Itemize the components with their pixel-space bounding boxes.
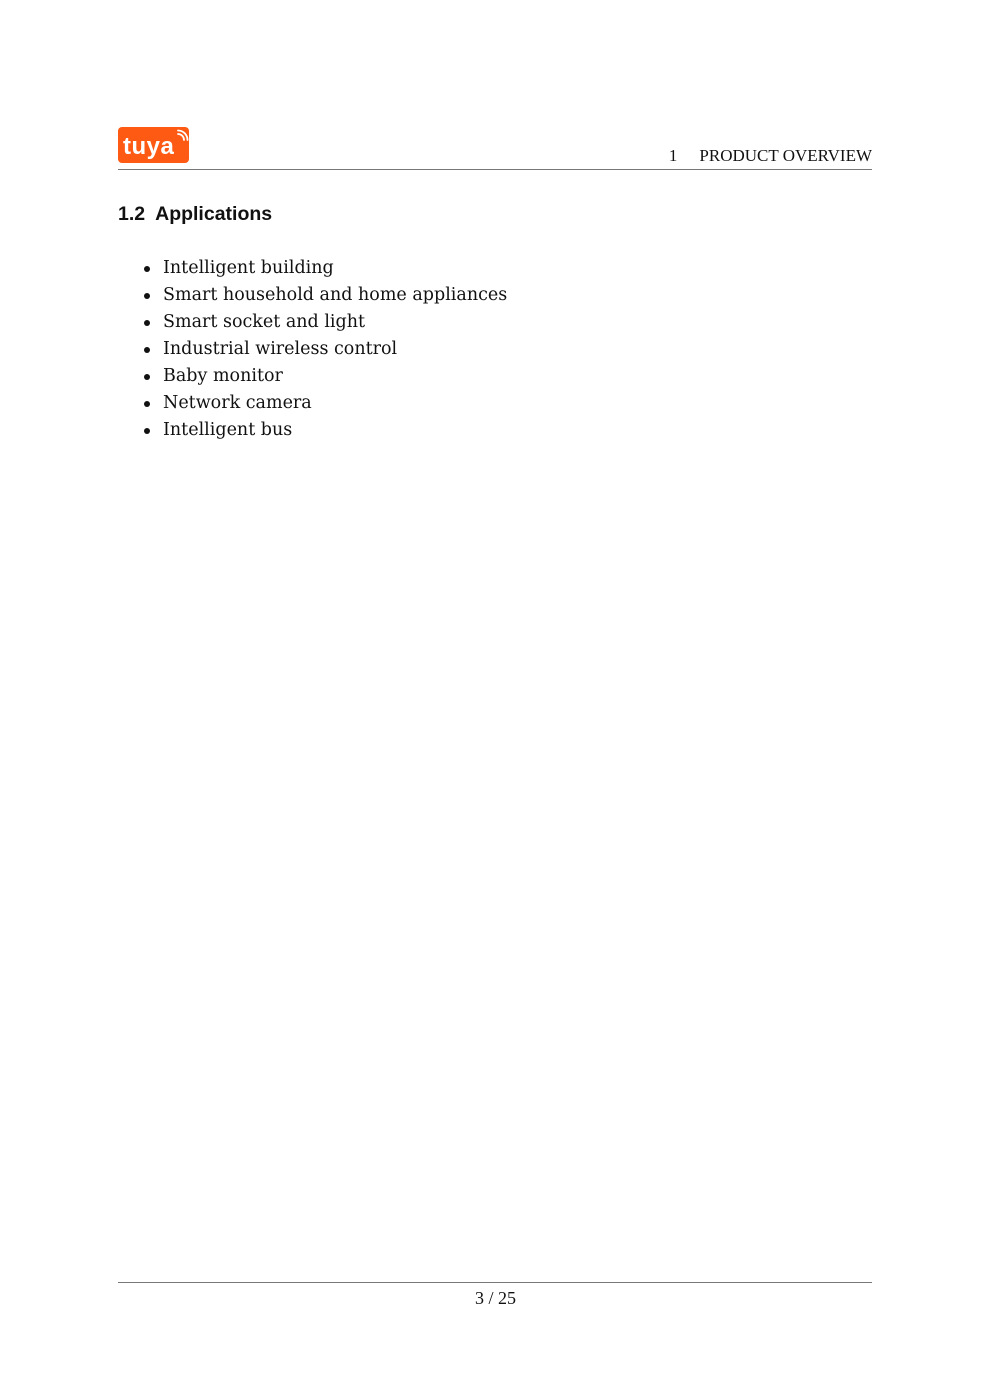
list-item-text: Smart household and home appliances [163, 285, 508, 305]
footer-divider [118, 1282, 872, 1283]
list-item [143, 417, 507, 444]
running-header [669, 146, 872, 166]
header-divider [118, 169, 872, 170]
bullet-icon [144, 428, 150, 434]
bullet-icon [144, 320, 150, 326]
list-item-text: Intelligent building [163, 258, 334, 278]
section-title: Applications [155, 203, 273, 225]
list-item [143, 282, 507, 309]
chapter-number: 1 [668, 146, 678, 165]
bullet-icon [144, 401, 150, 407]
list-item [143, 363, 507, 390]
applications-list [143, 255, 507, 444]
list-item-text: Baby monitor [163, 366, 283, 386]
list-item-text: Network camera [163, 393, 312, 413]
chapter-title: PRODUCT OVERVIEW [699, 146, 872, 165]
list-item [143, 309, 507, 336]
bullet-icon [144, 374, 150, 380]
list-item-text: Industrial wireless control [163, 339, 398, 359]
tuya-logo [118, 127, 189, 163]
list-item-text: Intelligent bus [163, 420, 293, 440]
svg-text:tuya: tuya [123, 133, 175, 160]
section-number: 1.2 [118, 203, 146, 225]
page-number: 3 / 25 [474, 1288, 516, 1308]
list-item-text: Smart socket and light [163, 312, 366, 332]
list-item [143, 255, 507, 282]
bullet-icon [144, 293, 150, 299]
section-heading [118, 203, 272, 226]
bullet-icon [144, 347, 150, 353]
list-item [143, 336, 507, 363]
list-item [143, 390, 507, 417]
bullet-icon [144, 266, 150, 272]
